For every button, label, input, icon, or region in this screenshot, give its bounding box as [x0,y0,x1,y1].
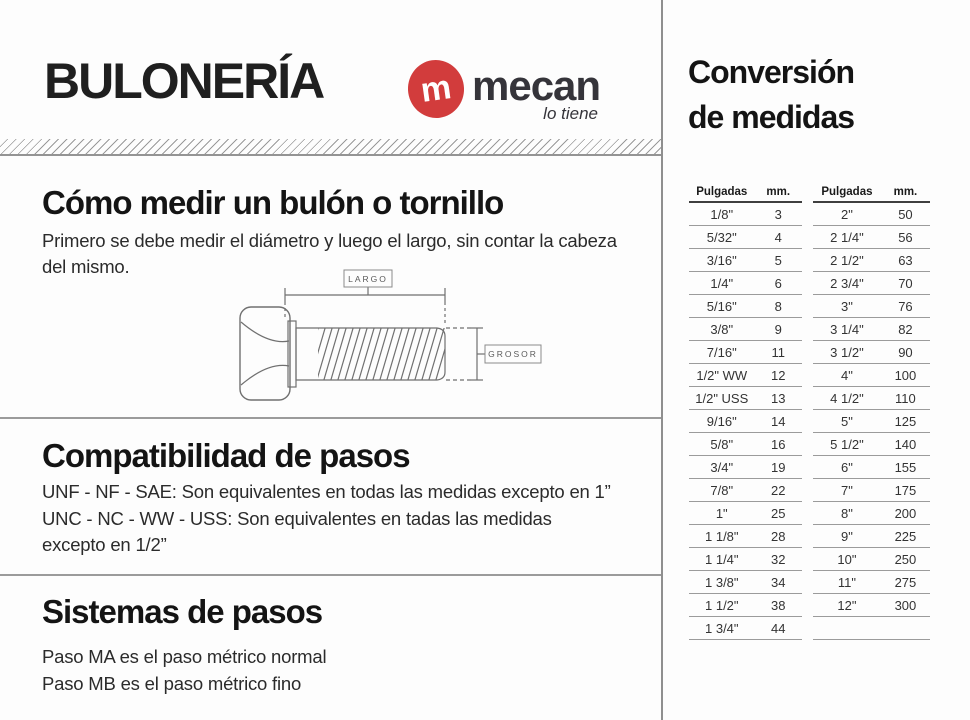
table-row [813,226,930,249]
mecan-logo-icon [404,56,468,121]
page-title: BULONERÍA [44,53,324,109]
inches-column-header: Pulgadas [696,185,748,198]
table-row [813,571,930,594]
inches-cell: 12" [837,597,857,613]
inches-cell: 1 3/4" [705,620,739,636]
compatibility-line-2: UNC - NC - WW - USS: Son equivalentes en tadas las medidas excepto en 1/2” [42,508,552,556]
conversion-title [688,50,854,141]
compatibility-line-1: UNF - NF - SAE: Son equivalentes en todas las medidas excepto en 1” [42,481,611,502]
mm-cell: 5 [774,252,782,268]
mm-cell: 70 [898,275,913,291]
inches-cell: 5/8" [710,436,734,452]
vertical-divider [661,0,663,720]
mecan-logo [408,56,608,122]
table-row [689,502,802,525]
inches-cell: 11" [837,574,856,590]
mm-cell: 32 [771,551,786,567]
mm-cell: 13 [771,390,786,406]
table-row [689,456,802,479]
table-row [813,203,930,226]
inches-cell: 1" [715,505,728,521]
mm-cell: 25 [771,505,786,521]
mm-cell: 12 [771,367,786,383]
table-row [813,272,930,295]
systems-section-heading: Sistemas de pasos [42,593,323,630]
inches-cell: 7/8" [710,482,734,498]
mm-cell: 4 [774,229,782,245]
inches-cell: 2 1/2" [830,252,864,268]
inches-cell: 6" [841,459,853,475]
inches-cell: 3 1/4" [830,321,864,337]
inches-cell: 5 1/2" [830,436,864,452]
mm-cell: 50 [898,206,913,222]
table-row [689,387,802,410]
mm-cell: 110 [895,390,916,406]
table-row [813,295,930,318]
mm-cell: 125 [894,413,917,429]
table-row [689,525,802,548]
inches-cell: 2 3/4" [830,275,864,291]
table-row [813,410,930,433]
systems-line-1: Paso MA es el paso métrico normal [42,646,327,667]
inches-cell: 1 3/8" [705,574,739,590]
mm-cell: 38 [771,597,786,613]
inches-cell: 1/8" [710,206,734,222]
logo-brand-text: mecan [472,62,601,109]
section-divider [0,574,662,576]
mm-cell: 250 [894,551,917,567]
conversion-tables [689,182,930,640]
mm-cell: 34 [771,574,786,590]
inches-cell: 9" [841,528,853,544]
table-row [813,341,930,364]
inches-cell: 1 1/4" [705,551,739,567]
inches-cell: 4 1/2" [830,390,864,406]
inches-cell: 1/2" WW [696,367,748,383]
mm-cell: 28 [771,528,786,544]
inches-cell: 1/2" USS [695,390,749,406]
table-row [813,387,930,410]
table-row [813,617,930,640]
largo-label: LARGO [348,274,388,284]
table-row [689,341,802,364]
inches-cell: 3 1/2" [830,344,864,360]
mm-cell: 82 [898,321,913,337]
table-row [689,617,802,640]
mm-cell: 155 [894,459,917,475]
mm-cell: 14 [771,413,786,429]
mm-cell: 90 [898,344,913,360]
compatibility-section-heading: Compatibilidad de pasos [42,437,410,474]
table-row [689,594,802,617]
table-body [813,203,930,640]
table-row [813,456,930,479]
conversion-table-left [689,182,802,640]
table-row [813,594,930,617]
inches-cell: 7" [841,482,853,498]
table-row [689,548,802,571]
mm-cell: 100 [894,367,917,383]
logo-tagline: lo tiene [543,104,598,123]
mm-cell: 76 [898,298,913,314]
table-row [689,433,802,456]
table-row [689,249,802,272]
bolt-diagram [222,262,552,414]
bolt-collar [288,321,296,387]
mm-cell: 3 [774,206,782,222]
table-header-row [689,182,802,203]
grosor-label: GROSOR [488,349,538,359]
mm-cell: 225 [894,528,917,544]
table-row [689,203,802,226]
mm-cell: 140 [894,436,917,452]
inches-cell: 3/4" [710,459,734,475]
inches-cell: 1 1/2" [705,597,739,613]
inches-cell: 5" [841,413,853,429]
measure-section-body: Primero se debe medir el diámetro y luego el largo, sin contar la cabeza del mismo. [42,230,617,278]
table-row [689,318,802,341]
mm-cell: 6 [774,275,782,291]
inches-cell: 3/8" [710,321,734,337]
conversion-title-line2: de medidas [688,99,855,136]
inches-cell: 9/16" [706,413,737,429]
table-row [813,249,930,272]
section-divider [0,417,662,419]
table-row [689,295,802,318]
mm-cell: 63 [898,252,913,268]
systems-line-2: Paso MB es el paso métrico fino [42,673,302,694]
table-row [689,226,802,249]
table-row [813,479,930,502]
mm-cell: 44 [771,620,786,636]
mm-cell: 9 [774,321,782,337]
conversion-table-right [813,182,930,640]
table-row [689,272,802,295]
mm-cell: 275 [894,574,917,590]
table-row [689,364,802,387]
table-header-row [813,182,930,203]
table-row [813,525,930,548]
inches-cell: 1 1/8" [705,528,739,544]
inches-cell: 8" [841,505,853,521]
table-body [689,203,802,640]
hatched-divider [0,139,662,156]
bolt-head [240,307,290,400]
inches-cell: 2 1/4" [830,229,864,245]
mm-cell: 56 [898,229,913,245]
inches-cell: 1/4" [710,275,734,291]
inches-cell: 5/32" [706,229,737,245]
table-row [689,410,802,433]
inches-cell: 2" [841,206,853,222]
inches-cell: 7/16" [706,344,737,360]
table-row [689,571,802,594]
logo-initial: m [418,68,454,110]
mm-cell: 16 [771,436,786,452]
inches-cell: 3" [841,298,853,314]
mm-cell: 11 [771,344,785,360]
table-row [813,364,930,387]
inches-cell: 10" [837,551,857,567]
inches-column-header: Pulgadas [821,185,873,198]
mm-cell: 8 [774,298,782,314]
inches-cell: 5/16" [706,298,737,314]
mm-cell: 175 [894,482,917,498]
table-row [813,433,930,456]
mm-cell: 22 [771,482,786,498]
inches-cell: 3/16" [706,252,737,268]
mm-column-header: mm. [766,185,791,198]
bolt-threads [302,325,452,383]
mm-cell: 200 [894,505,917,521]
mm-cell: 300 [894,597,917,613]
inches-cell: 4" [841,367,853,383]
table-row [813,318,930,341]
table-row [813,502,930,525]
measure-section-heading: Cómo medir un bulón o tornillo [42,184,504,221]
table-row [813,548,930,571]
mm-cell: 19 [771,459,786,475]
conversion-title-line1: Conversión [688,54,855,90]
table-row [689,479,802,502]
mm-column-header: mm. [893,185,918,198]
